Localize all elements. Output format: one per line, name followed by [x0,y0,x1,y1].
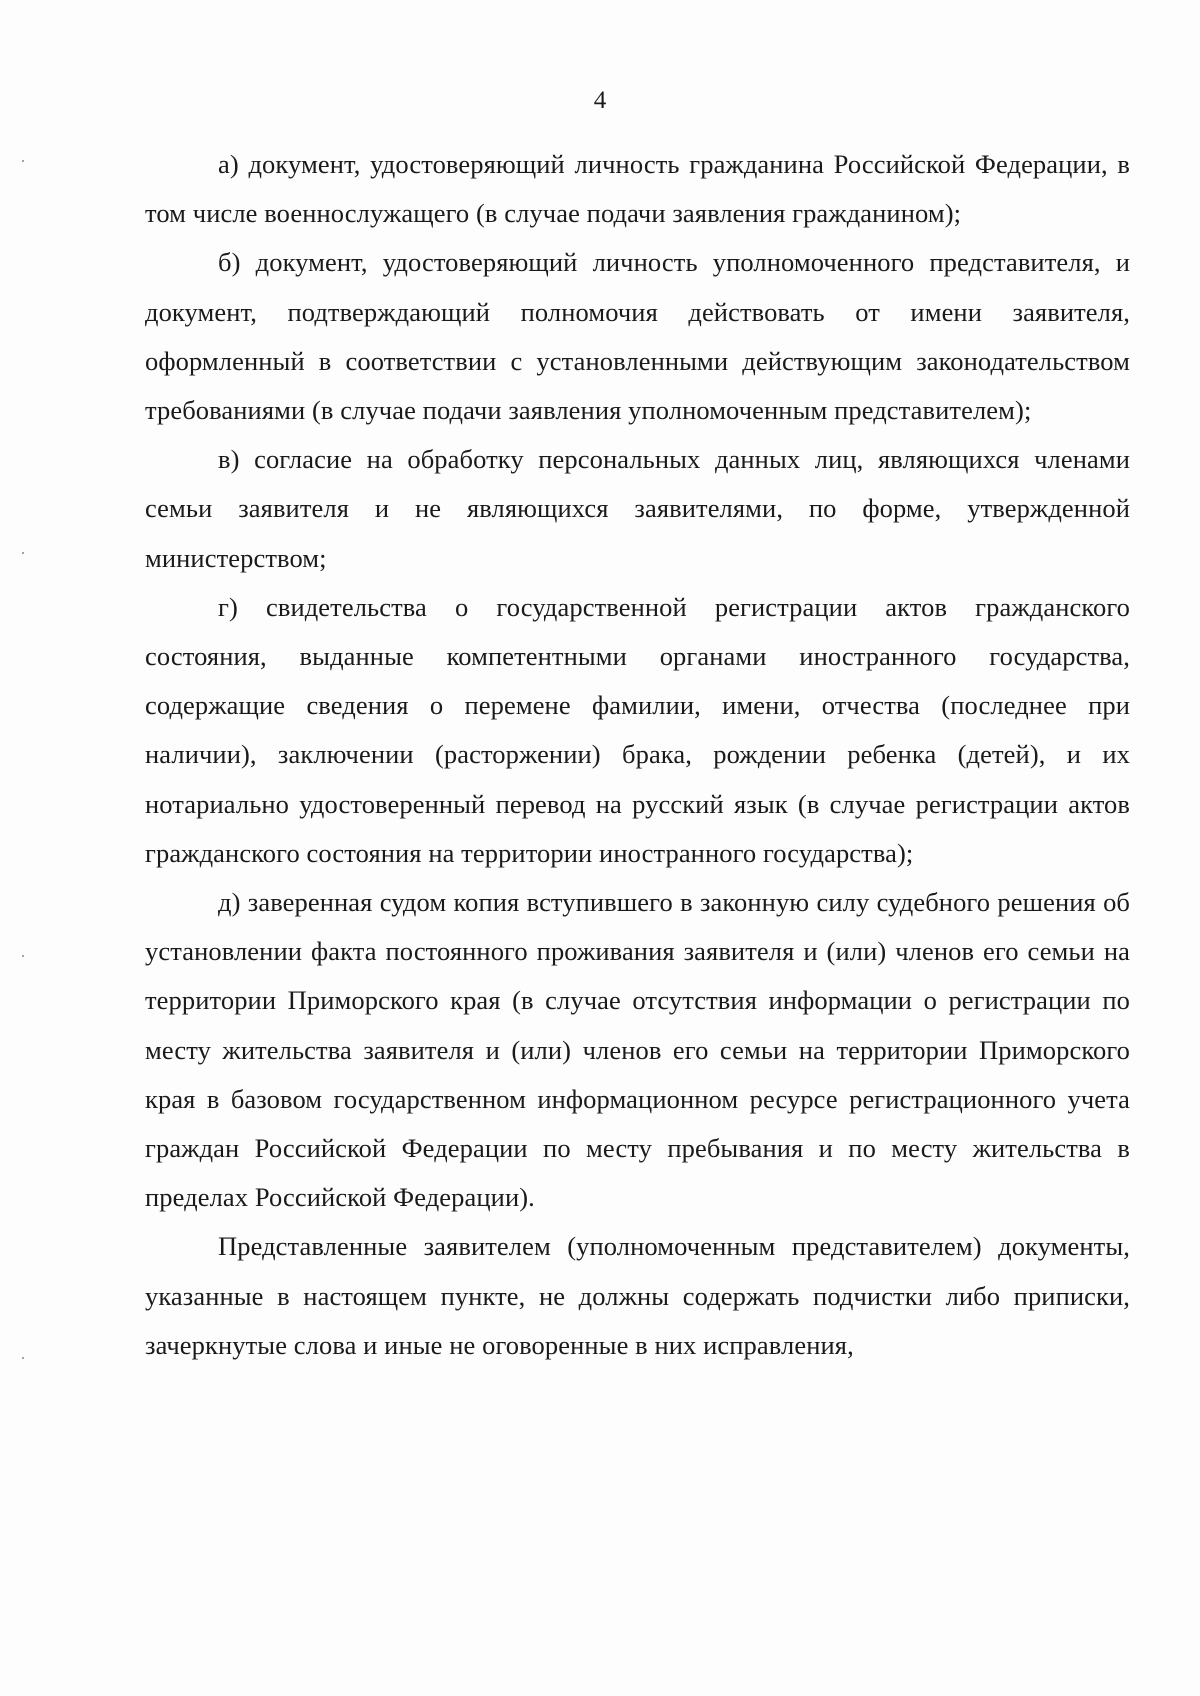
paragraph-a: а) документ, удостоверяющий личность гражданина Российской Федерации, в том числе военнослужащего (в случае подачи заявления гражданином); [145,149,1130,229]
paragraph-closing: Представленные заявителем (уполномоченным представителем) документы, указанные в настоящем пункте, не должны содержать подчистки либо приписки, зачеркнутые слова и иные не оговоренные в них исправления, [145,1231,1130,1360]
paragraph-d: д) заверенная судом копия вступившего в законную силу судебного решения об установлении факта постоянного проживания заявителя и (или) членов его семьи на территории Приморского края (в случае отсутствия информации о регистрации по месту жительства заявителя и (или) членов его семьи на территории Приморского края в базовом государственном информационном ресурсе регистрационного учета граждан Российской Федерации по месту пребывания и по месту жительства в пределах Российской Федерации). [145,887,1130,1213]
scan-margin-mark [22,1357,24,1359]
paragraph-b: б) документ, удостоверяющий личность уполномоченного представителя, и документ, подтверждающий полномочия действовать от имени заявителя, оформленный в соответствии с установленными действующим законодательством требованиями (в случае подачи заявления уполномоченным представителем); [145,247,1130,426]
page-number: 4 [593,87,607,114]
paragraph-v: в) согласие на обработку персональных данных лиц, являющихся членами семьи заявителя и не являющихся заявителями, по форме, утвержденной министерством; [145,444,1130,573]
paragraph-g: г) свидетельства о государственной регистрации актов гражданского состояния, выданные компетентными органами иностранного государства, содержащие сведения о перемене фамилии, имени, отчества (последнее при наличии), заключении (расторжении) брака, рождении ребенка (детей), и их нотариально удостоверенный перевод на русский язык (в случае регистрации актов гражданского состояния на территории иностранного государства); [145,591,1130,868]
scan-margin-mark [22,160,24,162]
scan-margin-mark [22,552,24,554]
scan-margin-mark [22,955,24,957]
document-body [145,140,1130,1370]
